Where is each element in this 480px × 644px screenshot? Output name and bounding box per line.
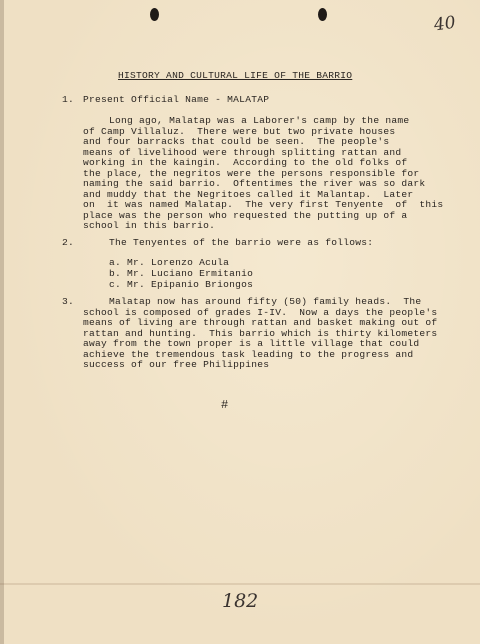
paragraph-line: school is composed of grades I-IV. Now a days the people's: [83, 306, 438, 318]
list-item: a. Mr. Lorenzo Acula: [109, 257, 230, 268]
handwritten-footer-number: 182: [222, 590, 259, 612]
punch-hole: [318, 8, 327, 21]
list-item: c. Mr. Epipanio Briongos: [109, 279, 254, 290]
paragraph-line: achieve the tremendous task leading to the progress and: [83, 348, 414, 360]
page-edge-shadow: [0, 0, 4, 644]
handwritten-page-number: 40: [432, 12, 457, 36]
paragraph-line: away from the town proper is a little village that could: [83, 338, 420, 349]
section-number: 1.: [62, 94, 75, 105]
paragraph-line: Malatap now has around fifty (50) family heads. The: [109, 296, 422, 307]
paragraph-line: means of livelihood were through splitting rattan and: [83, 146, 402, 158]
section-heading: The Tenyentes of the barrio were as follows:: [109, 237, 374, 248]
paragraph-line: on it was named Malatap. The very first Tenyente of this: [83, 199, 444, 210]
paragraph-line: success of our free Philippines: [83, 359, 270, 370]
paragraph-line: place was the person who requested the putting up of a: [83, 209, 408, 221]
punch-hole: [150, 8, 159, 21]
paragraph-line: means of living are through rattan and basket making out of: [83, 317, 438, 328]
paragraph-line: the place, the negritos were the persons responsible for: [83, 167, 420, 179]
document-title: HISTORY AND CULTURAL LIFE OF THE BARRIO: [118, 70, 353, 81]
end-mark: #: [221, 398, 229, 412]
paragraph-line: school in this barrio.: [83, 220, 216, 231]
paragraph-line: and muddy that the Negritoes called it Malantap. Later: [83, 188, 414, 200]
fold-line: [0, 583, 480, 585]
section-number: 2.: [62, 237, 75, 248]
paragraph-line: Long ago, Malatap was a Laborer's camp by the name: [109, 115, 410, 126]
paragraph-line: and four barracks that could be seen. The people's: [83, 136, 390, 147]
list-item: b. Mr. Luciano Ermitanio: [109, 268, 254, 279]
paragraph-line: working in the kaingin. According to the old folks of: [83, 157, 408, 168]
section-number: 3.: [62, 296, 75, 307]
paragraph-line: of Camp Villaluz. There were but two private houses: [83, 125, 396, 137]
paragraph-line: rattan and hunting. This barrio which is thirty kilometers: [83, 327, 438, 339]
paragraph-line: naming the said barrio. Oftentimes the river was so dark: [83, 178, 426, 189]
section-heading: Present Official Name - MALATAP: [83, 94, 270, 105]
